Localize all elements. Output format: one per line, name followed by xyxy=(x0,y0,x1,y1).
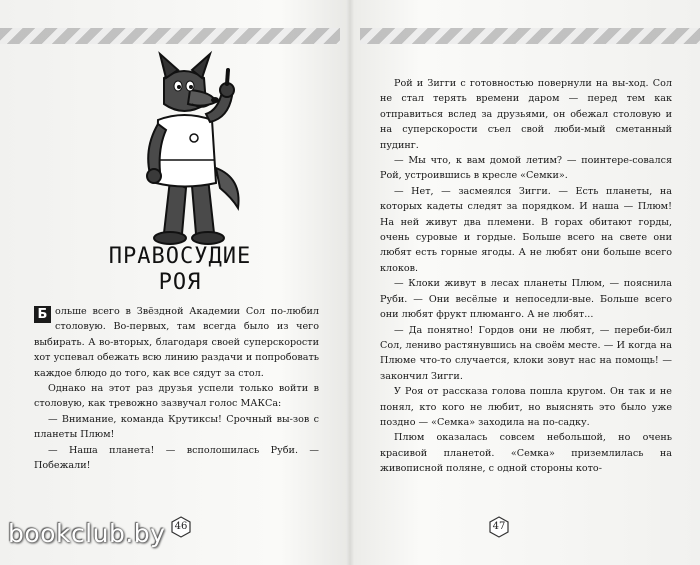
right-page-text xyxy=(380,76,672,477)
chapter-title-line-2: РОЯ xyxy=(158,270,202,295)
paragraph: — Внимание, команда Крутиксы! Срочный вы-зов с планеты Плюм! xyxy=(34,413,319,441)
chapter-title-line-1: ПРАВОСУДИЕ xyxy=(108,244,252,269)
left-page-text xyxy=(34,304,319,473)
paragraph: — Да понятно! Гордов они не любят, — переби-бил Сол, лениво растянувшись на своём месте. — И когда на Плюме что-то случается, клоки зовут нас на помощь! — закончил Зигги. xyxy=(380,324,672,382)
watermark: bookclub.by xyxy=(8,519,166,548)
paragraph: У Роя от рассказа голова пошла кругом. Он так и не понял, кто кого не любит, но выяснять это было уже поздно — «Семка» заходила на по-садку. xyxy=(380,386,672,428)
page-number-text: 47 xyxy=(492,521,506,532)
page-number-right xyxy=(488,516,510,538)
paragraph: — Наша планета! — всполошилась Руби. — Побежали! xyxy=(34,444,319,472)
paragraph: — Клоки живут в лесах планеты Плюм, — пояснила Руби. — Они весёлые и непоседли-вые. Больше всего они любят фрукт плюманго. А не любят... xyxy=(380,278,672,321)
paragraph: — Мы что, к вам домой летим? — поинтере-совался Рой, устроившись в кресле «Семки». xyxy=(380,155,672,182)
dropcap-letter: Б xyxy=(34,306,51,323)
paragraph-text: ольше всего в Звёздной Академии Сол по-любил столовую. Во-первых, там всегда было из чего выбирать. А во-вторых, благодаря своей суперскорости хот успевал обежать всю линию раздачи и попробовать каждое блюдо до того, как все сядут за стол. xyxy=(34,306,319,379)
right-page xyxy=(360,0,690,565)
dog-character-illustration xyxy=(120,48,250,248)
paragraph: Однако на этот раз друзья успели только войти в столовую, как тревожно зазвучал голос МАКСа: xyxy=(34,383,319,410)
page-number-text: 46 xyxy=(174,521,188,532)
paragraph: Плюм оказалась совсем небольшой, но очень красивой планетой. «Семка» приземлилась на живописной поляне, с одной стороны кото- xyxy=(380,432,672,475)
paragraph: Рой и Зигги с готовностью повернули на вы-ход. Сол не стал терять времени даром — перед тем как отправиться вслед за друзьями, он обежал столовую и на суперскорости съел свой люби-мый сметанный пудинг. xyxy=(380,78,672,151)
page-number-left xyxy=(170,516,192,538)
paragraph xyxy=(34,304,319,381)
paragraph: — Нет, — засмеялся Зигги. — Есть планеты, на которых кадеты следят за порядком. И наша — Плюм! На ней живут два племени. В горах обитают горды, очень суровые и гордые. Больше всего на свете они любят есть горные ягоды. А не любят они больше всего клоков. xyxy=(380,185,672,274)
left-page xyxy=(0,0,330,565)
